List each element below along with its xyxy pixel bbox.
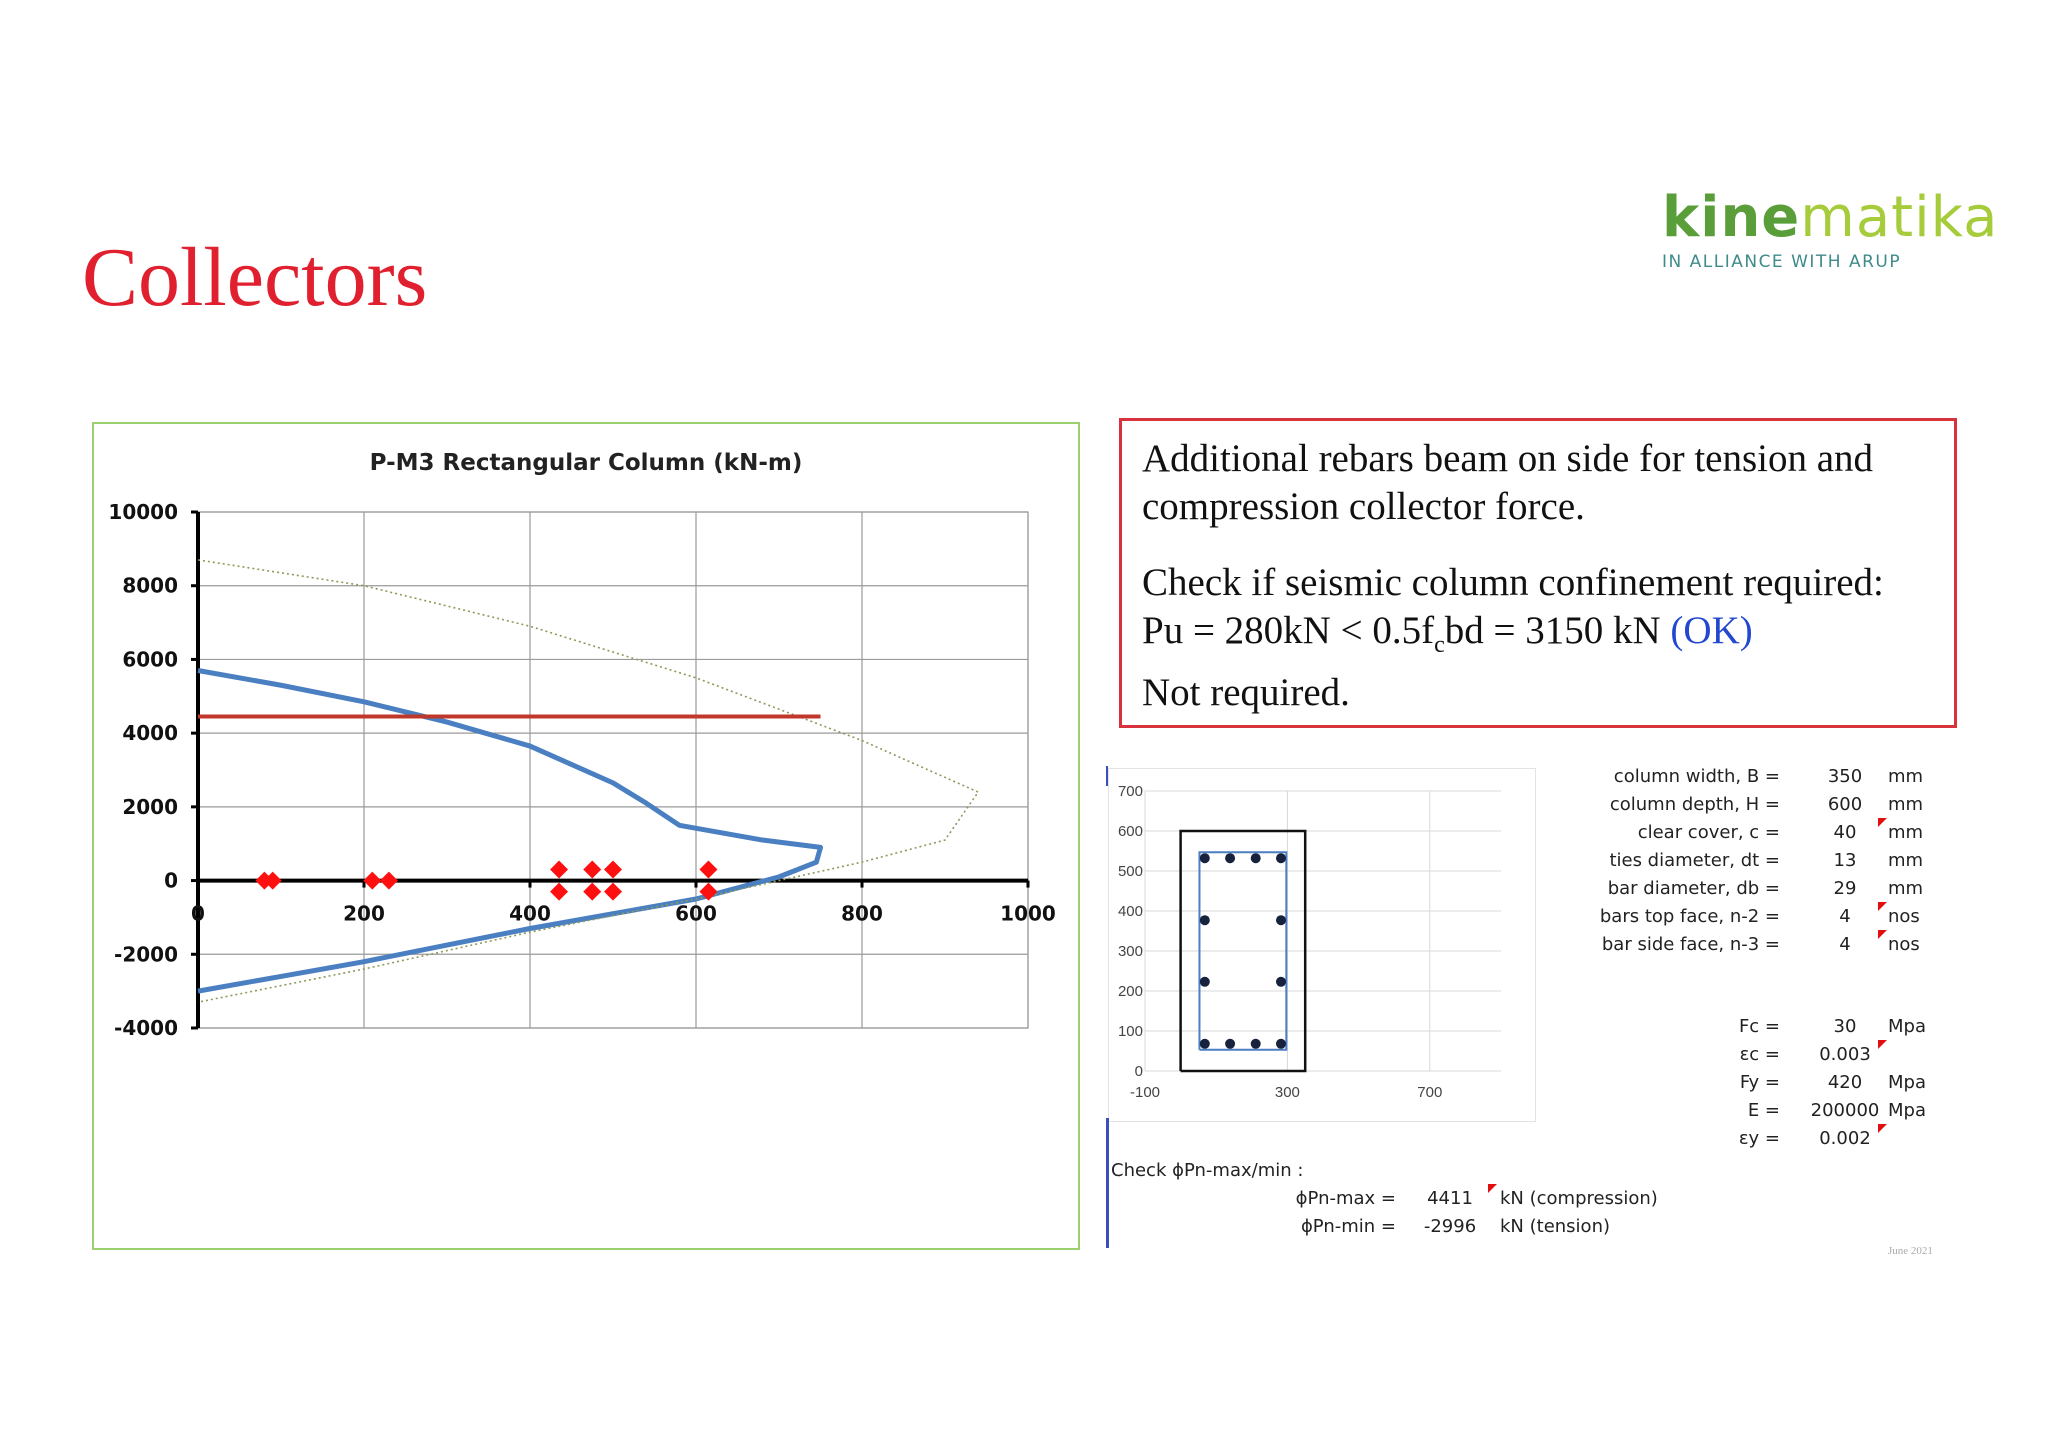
material-label: Fc =	[1738, 1016, 1780, 1037]
material-unit: Mpa	[1888, 1072, 1926, 1093]
ok-label: (OK)	[1670, 609, 1753, 652]
section-y-tick-label: 700	[1117, 783, 1143, 800]
comment-flag-icon	[1878, 930, 1887, 939]
section-y-tick-label: 0	[1134, 1063, 1143, 1080]
rebar-dot	[1276, 1039, 1286, 1049]
material-unit: Mpa	[1888, 1100, 1926, 1121]
y-tick-label: -4000	[114, 1016, 178, 1040]
param-value: 4	[1839, 934, 1851, 955]
param-unit: mm	[1888, 878, 1924, 899]
section-y-tick-label: 200	[1117, 983, 1143, 1000]
collector-note-box	[1119, 418, 1957, 728]
param-label: column width, B =	[1613, 766, 1780, 787]
section-grid	[1145, 791, 1501, 1071]
param-unit: mm	[1888, 766, 1924, 787]
param-unit: nos	[1888, 934, 1920, 955]
material-value: 0.002	[1819, 1128, 1871, 1149]
load-point-marker	[363, 872, 381, 890]
param-label: ties diameter, dt =	[1609, 850, 1780, 871]
section-y-tick-label: 600	[1117, 823, 1143, 840]
chart-axes	[191, 512, 1028, 1028]
check-value: 4411	[1427, 1188, 1473, 1209]
section-x-tick-label: -100	[1129, 1084, 1161, 1101]
material-value: 0.003	[1819, 1044, 1871, 1065]
column-section-chart	[1108, 768, 1536, 1122]
param-unit: mm	[1888, 794, 1924, 815]
section-y-tick-label: 400	[1117, 903, 1143, 920]
slide-date: June 2021	[1888, 1245, 1933, 1257]
note-line-4: $Pu = 280kN < 0.5f_cbd = 3150$ kN (OK)	[1142, 609, 1753, 658]
check-value: -2996	[1423, 1216, 1477, 1237]
rebar-dot	[1276, 853, 1286, 863]
x-tick-label: 1000	[1000, 901, 1056, 926]
param-unit: mm	[1888, 850, 1924, 871]
rebar-dot	[1200, 915, 1210, 925]
nominal-capacity-curve	[198, 560, 978, 1002]
comment-flag-icon	[1878, 818, 1887, 827]
comment-flag-icon	[1878, 1040, 1887, 1049]
y-tick-label: 10000	[108, 500, 178, 524]
note-line-2: compression collector force.	[1142, 485, 1585, 528]
y-tick-label: 2000	[122, 794, 178, 819]
material-label: εy =	[1738, 1128, 1780, 1149]
material-label: Fy =	[1739, 1072, 1780, 1093]
check-row	[1200, 1216, 1700, 1242]
load-point-marker	[583, 883, 601, 901]
y-tick-label: 6000	[122, 647, 178, 672]
section-y-tick-label: 100	[1117, 1023, 1143, 1040]
kinematika-logo	[1662, 185, 1999, 272]
y-tick-label: 0	[164, 868, 178, 893]
rebar-dot	[1200, 977, 1210, 987]
rebar-dot	[1200, 1039, 1210, 1049]
slide-title: Collectors	[82, 231, 428, 324]
rebar-dot	[1251, 853, 1261, 863]
comment-flag-icon	[1878, 1124, 1887, 1133]
param-label: clear cover, c =	[1637, 822, 1780, 843]
rebar-dot	[1200, 853, 1210, 863]
material-label: E =	[1747, 1100, 1780, 1121]
material-value: 30	[1833, 1016, 1857, 1037]
check-label: ϕPn-max =	[1295, 1188, 1396, 1209]
section-y-tick-label: 300	[1117, 943, 1143, 960]
section-chart-svg	[1109, 769, 1535, 1121]
param-value: 350	[1827, 766, 1863, 787]
y-tick-label: 8000	[122, 573, 178, 598]
param-value: 40	[1833, 822, 1857, 843]
param-label: bars top face, n-2 =	[1599, 906, 1780, 927]
design-capacity-curve	[198, 670, 821, 991]
load-point-marker	[583, 861, 601, 879]
x-tick-label: 0	[191, 901, 205, 926]
load-point-marker	[380, 872, 398, 890]
load-point-marker	[550, 883, 568, 901]
param-unit: nos	[1888, 906, 1920, 927]
param-value: 13	[1833, 850, 1857, 871]
rebar-dot	[1225, 1039, 1235, 1049]
sheet-edge-marker-lower	[1106, 1118, 1109, 1248]
x-tick-label: 600	[675, 901, 717, 926]
section-y-tick-label: 500	[1117, 863, 1143, 880]
material-value: 200000	[1810, 1100, 1880, 1121]
rebar-dot	[1276, 977, 1286, 987]
param-value: 4	[1839, 906, 1851, 927]
comment-flag-icon	[1488, 1184, 1497, 1193]
param-value: 600	[1827, 794, 1863, 815]
y-tick-label: -2000	[114, 942, 178, 967]
chart-grid	[198, 512, 1028, 1028]
load-point-marker	[604, 883, 622, 901]
check-unit: kN (tension)	[1500, 1216, 1610, 1237]
x-tick-label: 400	[509, 901, 551, 926]
comment-flag-icon	[1878, 902, 1887, 911]
param-label: bar side face, n-3 =	[1601, 934, 1780, 955]
material-unit: Mpa	[1888, 1016, 1926, 1037]
check-row	[1200, 1188, 1700, 1214]
check-unit: kN (compression)	[1500, 1188, 1658, 1209]
logo-wordmark: kinematika	[1662, 185, 1999, 250]
x-tick-label: 200	[343, 901, 385, 926]
chart-title: P-M3 Rectangular Column (kN-m)	[369, 450, 803, 476]
material-value: 420	[1827, 1072, 1863, 1093]
load-point-marker	[604, 861, 622, 879]
chart-series	[198, 560, 978, 1002]
note-line-5: Not required.	[1142, 670, 1350, 714]
note-line-3: Check if seismic column confinement required:	[1142, 561, 1884, 604]
y-tick-label: 4000	[122, 721, 178, 746]
rebar-dot	[1251, 1039, 1261, 1049]
plot-area	[198, 512, 1028, 1028]
check-heading: Check ϕPn-max/min :	[1111, 1160, 1304, 1181]
rebar-dot	[1276, 915, 1286, 925]
section-x-tick-label: 300	[1274, 1084, 1300, 1101]
section-x-tick-label: 700	[1417, 1084, 1443, 1101]
load-point-marker	[699, 861, 717, 879]
param-label: column depth, H =	[1609, 794, 1780, 815]
pm-interaction-chart	[92, 422, 1080, 1250]
pm-chart-svg	[94, 424, 1078, 1248]
logo-tagline: IN ALLIANCE WITH ARUP	[1662, 252, 1902, 272]
param-unit: mm	[1888, 822, 1924, 843]
note-line-1: Additional rebars beam on side for tension and	[1142, 437, 1874, 480]
load-point-marker	[550, 861, 568, 879]
check-label: ϕPn-min =	[1300, 1216, 1396, 1237]
param-label: bar diameter, db =	[1607, 878, 1780, 899]
material-label: εc =	[1739, 1044, 1780, 1065]
x-tick-label: 800	[841, 901, 883, 926]
param-value: 29	[1833, 878, 1857, 899]
rebar-dot	[1225, 853, 1235, 863]
